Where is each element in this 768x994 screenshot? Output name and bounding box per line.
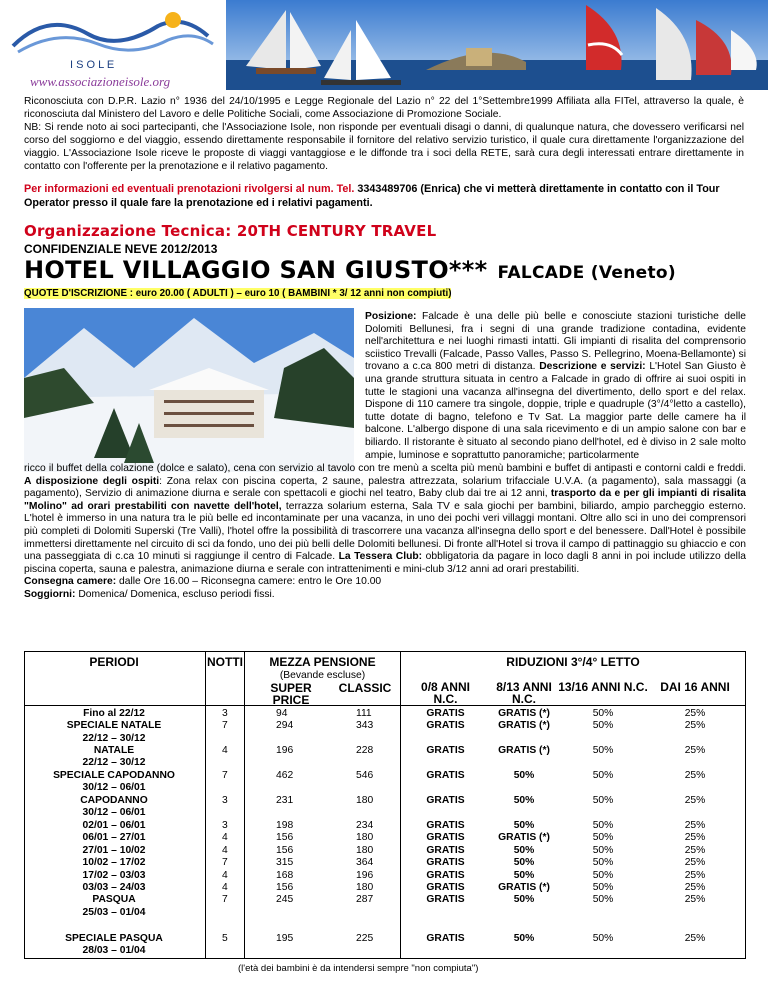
cell-r1316: 50% (592, 720, 614, 732)
cell-super: 195 (276, 933, 294, 944)
cell-r16: 25% (684, 770, 706, 781)
cell-r08: GRATIS (426, 869, 465, 881)
cell-r08: GRATIS (426, 745, 465, 756)
hotel-location: FALCADE (Veneto) (497, 263, 676, 283)
quote-line (24, 288, 451, 299)
cell-r16: 25% (684, 869, 706, 881)
organizer: Organizzazione Tecnica: 20TH CENTURY TRAVEL (24, 222, 437, 240)
cell-r813: 50% (513, 844, 535, 856)
cell-notti: 5 (222, 933, 228, 944)
cell-r16: 25% (684, 820, 706, 831)
cell-notti: 4 (222, 844, 228, 856)
cell-periodo: 17/02 – 03/03 (82, 869, 146, 881)
services-label: Descrizione e servizi: (535, 361, 646, 373)
cell-r16: 25% (684, 745, 706, 756)
cell-periodo: 30/12 – 06/01 (82, 807, 146, 819)
cell-r16: 25% (684, 933, 706, 944)
cell-periodo: 22/12 – 30/12 (82, 757, 146, 769)
cell-classic: 180 (356, 882, 374, 893)
nature-text: terrazza solarium esterna, Sala TV e sala giochi per bambini, biliardo, ampio parcheggio esterno. L'hotel è immerso in una natura tra le più belle ed incontaminate per una vacanza, in uno dei pochi veri villaggi montani. Oltre allo sci in uno dei comprensori più completi di Dolomiti Superski (Tre Valli), l'hotel offre la possibilità di trascorrere una vacanza all'insegna dello sport e del benessere. Dall'Hotel è possibile immettersi direttamente nel circuito di sci da fondo, uno dei più belli delle Dolomiti bellunesi. Di fronte all'Hotel si trova il campo di pattinaggio su ghiaccio e con una passeggiata di c.ca 10 minuti si raggiunge il centro di Falcade. (24, 500, 746, 563)
quote-text: QUOTE D'ISCRIZIONE : euro 20.00 ( ADULTI ) – euro 10 ( BAMBINI * 3/ 12 anni non compiuti) (24, 288, 452, 299)
cell-r813: GRATIS (*) (498, 882, 550, 893)
cell-super: 315 (276, 857, 294, 869)
header-banner (0, 0, 768, 90)
position-text: Falcade è una delle più belle e conosciute stazioni turistiche delle Dolomiti Bellunesi, fra i segni di una grande tradizione contadina, evidente nell'architettura e nei luoghi rimasti intatti. Gli impianti di risalita del comprensorio sciistico Trevalli (Falcade, Passo Valles, Passo S. Pellegrino, Moena-Bellamonte) si trovano a c.ca 800 metri di distanza. (365, 311, 746, 373)
cell-notti: 7 (222, 770, 228, 781)
cell-classic: 196 (356, 869, 374, 881)
cell-r813: GRATIS (*) (498, 720, 550, 732)
cell-periodo: 30/12 – 06/01 (82, 782, 146, 794)
cell-classic: 287 (356, 894, 374, 906)
cell-r813: GRATIS (*) (498, 832, 550, 844)
cell-super: 462 (276, 770, 294, 781)
cell-r1316: 50% (592, 894, 614, 906)
cell-periodo: 22/12 – 30/12 (82, 732, 146, 744)
hotel-photo (24, 308, 354, 472)
cell-classic: 180 (356, 795, 374, 806)
cell-classic: 225 (356, 933, 374, 944)
cell-r1316: 50% (592, 933, 614, 944)
services-text: L'Hotel San Giusto è una grande struttura situata in centro a Falcade in grado di offrire ai suoi ospiti in tutte le stagioni una vacanza all'insegna del divertimento, dello sport e del relax. Dispone di 110 camere tra singole, doppie, triple e quadruple (3°/4°letto a castello), tutte dotate di bagno, telefono e Tv Sat. La maggior parte delle camere ha il balcone. L'albergo dispone di una sala ricevimento e di un ampio salone con bar e biliardo. Il ristorante è situato al secondo piano dell'hotel, ed è diviso in 2 sale molto ampie, luminose e soprattutto panoramiche; particolarmente (365, 361, 746, 461)
header-bevande: (Bevande escluse) (279, 670, 366, 681)
cell-r08: GRATIS (426, 844, 465, 856)
isole-logo (8, 6, 224, 90)
cell-periodo: SPECIALE NATALE (66, 720, 162, 732)
legal-recognition: Riconosciuta con D.P.R. Lazio n° 1936 del 24/10/1995 e Legge Regionale del Lazio n° 22 del 1°Settembre1999 Affiliata alla FITel, attraverso la quale, è riconosciuta dal Ministero del Lavoro e delle Politiche Sociali, come Associazione di Promozione Sociale. (24, 96, 744, 120)
cell-super: 156 (276, 832, 294, 844)
cell-notti: 4 (222, 745, 228, 756)
cell-notti: 7 (222, 894, 228, 906)
cell-r813: GRATIS (*) (498, 708, 550, 719)
contact-info (24, 183, 744, 210)
cell-r08: GRATIS (426, 820, 465, 831)
cell-r08: GRATIS (426, 894, 465, 906)
cell-notti: 3 (222, 820, 228, 831)
cell-r08: GRATIS (426, 795, 465, 806)
cell-notti: 4 (222, 882, 228, 893)
cell-classic: 111 (356, 708, 372, 719)
legal-disclaimer: NB: Si rende noto ai soci partecipanti, che l'Associazione Isole, non risponde per eventuali disagi o danni, di qualunque natura, che dovessero verificarsi nel corso del soggiorno e del viaggio, essendo direttamente responsabile il fornitore del relativo servizio turistico, il quale cura direttamente l'organizzazione del viaggio. L'Associazione Isole riceve le proposte di viaggi vantaggiose e le diffonde tra i soci della RETE, sarà cura degli interessati entrare direttamente in contatto con l'offerente per la prenotazione e il relativo pagamento. (24, 122, 744, 172)
cell-super: 156 (276, 844, 294, 856)
club-label: La Tessera Club: (335, 551, 423, 563)
rooms-label: Consegna camere: (24, 576, 117, 588)
cell-notti: 3 (222, 708, 228, 719)
cell-periodo: Fino al 22/12 (83, 708, 145, 719)
contact-label: Per informazioni ed eventuali prenotazioni rivolgersi al num. Tel. (24, 183, 355, 195)
cell-classic: 343 (356, 720, 374, 732)
cell-r16: 25% (684, 795, 706, 806)
cell-r1316: 50% (592, 708, 614, 719)
header-classic: CLASSIC (338, 681, 392, 695)
available-label: A disposizione degli ospiti (24, 475, 160, 487)
services-continued (24, 463, 746, 602)
header-super-price: SUPER PRICE (270, 681, 312, 708)
cell-periodo: CAPODANNO (80, 795, 148, 806)
cell-r1316: 50% (592, 745, 614, 756)
available-text: : Zona relax con piscina coperta, 2 saune, palestra attrezzata, solarium trifacciale U.V.A. (a pagamento), sala massaggi (a pagamento), Servizio di animazione diurna e serale con spettacoli e giochi nel teatro, Baby club dai tre ai 12 anni, (24, 475, 746, 500)
cell-r08: GRATIS (426, 933, 465, 944)
logo-url: www.associazioneisole.org (30, 74, 171, 89)
cell-periodo: 10/02 – 17/02 (82, 857, 146, 869)
transport-text: trasporto da e per gli impianti di risalita "Molino" ad orari prestabiliti con navette dell'hotel, (24, 488, 746, 512)
cell-super: 245 (276, 894, 294, 906)
cell-r1316: 50% (592, 770, 614, 781)
header-13-16: 13/16 ANNI N.C. (558, 680, 648, 694)
cell-r1316: 50% (592, 795, 614, 806)
cell-r16: 25% (684, 708, 706, 719)
header-periodi: PERIODI (89, 655, 139, 669)
cell-r16: 25% (684, 832, 706, 844)
table-footnote: (l'età dei bambini è da intendersi sempre "non compiuta") (238, 963, 479, 974)
cell-r1316: 50% (592, 844, 614, 856)
cell-super: 294 (276, 720, 294, 732)
cell-periodo: 06/01 – 27/01 (82, 832, 146, 844)
cell-r813: 50% (513, 795, 535, 806)
cell-r1316: 50% (592, 869, 614, 881)
header-mezza-pensione: MEZZA PENSIONE (269, 655, 376, 669)
cell-r16: 25% (684, 844, 706, 856)
cell-classic: 180 (356, 844, 374, 856)
cell-periodo: PASQUA (92, 894, 136, 906)
cell-r16: 25% (684, 857, 706, 869)
cell-r08: GRATIS (426, 708, 465, 719)
position-description (365, 311, 746, 462)
cell-notti: 4 (222, 832, 228, 844)
cell-periodo: 02/01 – 06/01 (82, 820, 146, 831)
stays-text: Domenica/ Domenica, escluso periodi fissi. (75, 588, 275, 600)
header-0-8: 0/8 ANNI N.C. (421, 680, 470, 707)
cell-super: 196 (276, 745, 294, 756)
confidential-label: CONFIDENZIALE NEVE 2012/2013 (24, 242, 218, 256)
header-16: DAI 16 ANNI (660, 680, 730, 694)
cell-super: 231 (276, 795, 294, 806)
banner-photos (226, 0, 768, 90)
cell-r813: 50% (513, 770, 535, 781)
cell-r813: 50% (513, 894, 535, 906)
header-notti: NOTTI (207, 655, 243, 669)
cell-r08: GRATIS (426, 832, 465, 844)
cell-periodo: NATALE (93, 745, 135, 756)
hotel-title (24, 256, 676, 284)
cell-r813: 50% (513, 933, 535, 944)
club-text: obbligatoria da pagare in loco dagli 8 anni in poi include utilizzo della piscina coperta, sauna e palestra, animazione diurna e serale con intrattenimenti e mini-club 3/12 anni ad orari prestabiliti. (24, 551, 746, 575)
cell-periodo: SPECIALE CAPODANNO (53, 770, 175, 781)
cell-periodo: SPECIALE PASQUA (65, 933, 163, 944)
header-8-13: 8/13 ANNI N.C. (496, 680, 552, 707)
cell-r1316: 50% (592, 857, 614, 869)
cell-r813: GRATIS (*) (498, 745, 550, 756)
cell-r08: GRATIS (426, 720, 465, 732)
position-label: Posizione: (365, 311, 417, 322)
cell-r08: GRATIS (426, 882, 465, 893)
cell-r16: 25% (684, 882, 706, 893)
cell-notti: 4 (222, 869, 228, 881)
cell-periodo: 03/03 – 24/03 (82, 882, 146, 893)
cell-r1316: 50% (592, 882, 614, 893)
cell-super: 156 (276, 882, 294, 893)
stays-label: Soggiorni: (24, 588, 76, 600)
rooms-text: dalle Ore 16.00 – Riconsegna camere: entro le Ore 10.00 (116, 576, 382, 588)
cell-super: 168 (276, 869, 294, 881)
cell-classic: 234 (356, 820, 374, 831)
cell-periodo: 25/03 – 01/04 (82, 906, 146, 918)
cell-r813: 50% (513, 820, 535, 831)
cell-r16: 25% (684, 894, 706, 906)
logo-text: I S O L E (70, 59, 115, 71)
cell-super: 198 (276, 820, 294, 831)
buffet-text: ricco il buffet della colazione (dolce e salato), cena con servizio al tavolo con tre menù a scelta più menù bambini e buffet di antipasti e contorni caldi e freddi. (24, 463, 746, 474)
cell-r813: 50% (513, 869, 535, 881)
cell-notti: 7 (222, 857, 228, 869)
cell-notti: 7 (222, 720, 228, 732)
hotel-name: HOTEL VILLAGGIO SAN GIUSTO*** (24, 256, 488, 284)
cell-r1316: 50% (592, 832, 614, 844)
cell-classic: 228 (356, 745, 374, 756)
cell-periodo: 27/01 – 10/02 (82, 844, 146, 856)
cell-r1316: 50% (592, 820, 614, 831)
cell-notti: 3 (222, 795, 228, 806)
cell-periodo: 28/03 – 01/04 (82, 945, 146, 957)
contact-text: 3343489706 (Enrica) che vi metterà direttamente in contatto con il Tour Operator presso il quale fare la prenotazione ed i relativi pagamenti. (24, 183, 720, 209)
cell-r16: 25% (684, 720, 706, 732)
header-riduzioni: RIDUZIONI 3°/4° LETTO (506, 655, 640, 669)
cell-classic: 546 (356, 770, 374, 781)
cell-classic: 180 (356, 832, 374, 844)
cell-super: 94 (276, 708, 288, 719)
cell-r08: GRATIS (426, 770, 465, 781)
cell-classic: 364 (356, 857, 374, 869)
cell-r08: GRATIS (426, 857, 465, 869)
cell-r813: 50% (513, 857, 535, 869)
